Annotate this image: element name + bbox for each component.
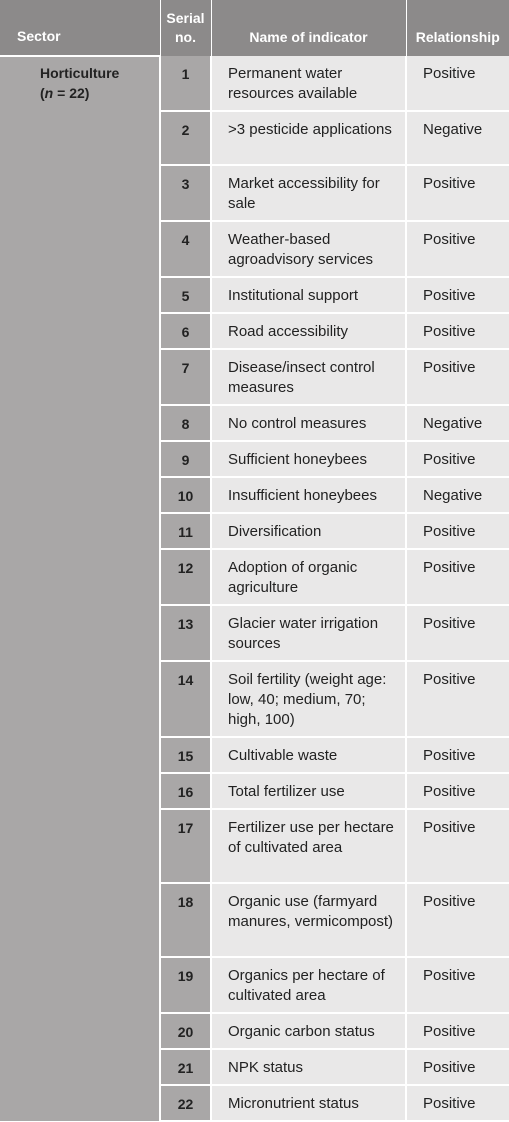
indicator-name: Organics per hectare of cultivated area — [212, 958, 405, 1012]
relationship-value-cell — [406, 56, 509, 111]
indicator-name-cell — [211, 1049, 406, 1085]
serial-number-cell — [160, 1085, 211, 1121]
serial-number-cell — [160, 737, 211, 773]
serial-number-cell — [160, 809, 211, 883]
table-header — [0, 0, 509, 56]
relationship-value-cell — [406, 405, 509, 441]
serial-number: 6 — [161, 314, 210, 342]
indicator-name: Organic use (farmyard manures, vermicompost) — [212, 884, 405, 938]
indicator-name: Market accessibility for sale — [212, 166, 405, 220]
indicator-name-cell — [211, 957, 406, 1013]
relationship-value-cell — [406, 549, 509, 605]
serial-number: 12 — [161, 550, 210, 578]
indicator-name-cell — [211, 513, 406, 549]
table-body — [0, 56, 509, 1121]
relationship-value-cell — [406, 1085, 509, 1121]
serial-number-cell — [160, 957, 211, 1013]
serial-number-cell — [160, 313, 211, 349]
relationship-value: Positive — [407, 1050, 509, 1084]
indicator-name: Micronutrient status — [212, 1086, 405, 1120]
serial-number: 8 — [161, 406, 210, 434]
relationship-value-cell — [406, 111, 509, 165]
indicator-name-cell — [211, 883, 406, 957]
indicator-name: Permanent water resources available — [212, 56, 405, 110]
serial-number: 22 — [161, 1086, 210, 1114]
indicator-name: NPK status — [212, 1050, 405, 1084]
indicator-name-cell — [211, 477, 406, 513]
sector-count-value: = 22) — [53, 85, 89, 101]
indicator-name-cell — [211, 809, 406, 883]
serial-number-cell — [160, 349, 211, 405]
serial-number-cell — [160, 165, 211, 221]
serial-number-cell — [160, 773, 211, 809]
indicator-name-cell — [211, 441, 406, 477]
serial-number: 9 — [161, 442, 210, 470]
relationship-value: Negative — [407, 406, 509, 440]
relationship-value: Positive — [407, 774, 509, 808]
sector-count — [40, 85, 89, 101]
serial-number: 2 — [161, 112, 210, 140]
indicator-name: Sufficient honeybees — [212, 442, 405, 476]
relationship-value-cell — [406, 773, 509, 809]
table-row — [0, 56, 509, 111]
indicator-name-cell — [211, 1085, 406, 1121]
serial-number-cell — [160, 605, 211, 661]
serial-number: 5 — [161, 278, 210, 306]
serial-number: 14 — [161, 662, 210, 690]
indicator-name-cell — [211, 165, 406, 221]
serial-number-cell — [160, 477, 211, 513]
relationship-value: Positive — [407, 550, 509, 584]
relationship-value-cell — [406, 513, 509, 549]
relationship-value-cell — [406, 809, 509, 883]
relationship-value: Positive — [407, 1014, 509, 1048]
serial-number: 1 — [161, 56, 210, 84]
header-sector — [0, 0, 160, 56]
indicator-name-cell — [211, 56, 406, 111]
indicator-name: Cultivable waste — [212, 738, 405, 772]
relationship-value-cell — [406, 957, 509, 1013]
serial-number: 3 — [161, 166, 210, 194]
serial-number: 13 — [161, 606, 210, 634]
relationship-value: Positive — [407, 442, 509, 476]
serial-number: 18 — [161, 884, 210, 912]
serial-number-cell — [160, 277, 211, 313]
serial-number-cell — [160, 441, 211, 477]
indicator-name-cell — [211, 605, 406, 661]
serial-number: 20 — [161, 1014, 210, 1042]
relationship-value: Positive — [407, 166, 509, 200]
relationship-value: Positive — [407, 810, 509, 844]
serial-number: 4 — [161, 222, 210, 250]
indicator-name: Adoption of organic agriculture — [212, 550, 405, 604]
indicator-name: Organic carbon status — [212, 1014, 405, 1048]
serial-number-cell — [160, 549, 211, 605]
indicator-name: Weather-based agroadvisory services — [212, 222, 405, 276]
header-serial-line2: no. — [161, 28, 211, 47]
serial-number-cell — [160, 661, 211, 737]
header-serial — [160, 0, 211, 56]
serial-number-cell — [160, 405, 211, 441]
indicator-name-cell — [211, 277, 406, 313]
relationship-value: Negative — [407, 112, 509, 146]
relationship-value: Positive — [407, 222, 509, 256]
relationship-value: Positive — [407, 56, 509, 90]
relationship-value: Positive — [407, 278, 509, 312]
serial-number: 11 — [161, 514, 210, 542]
header-name — [211, 0, 406, 56]
relationship-value-cell — [406, 277, 509, 313]
indicator-name: Road accessibility — [212, 314, 405, 348]
header-name-label: Name of indicator — [212, 28, 406, 56]
serial-number-cell — [160, 513, 211, 549]
relationship-value: Positive — [407, 884, 509, 918]
indicator-name: Disease/insect control measures — [212, 350, 405, 404]
header-relationship — [406, 0, 509, 56]
serial-number-cell — [160, 883, 211, 957]
serial-number: 16 — [161, 774, 210, 802]
serial-number-cell — [160, 1049, 211, 1085]
serial-number-cell — [160, 56, 211, 111]
header-relationship-label: Relationship — [407, 28, 509, 56]
indicator-name-cell — [211, 773, 406, 809]
sector-cell — [0, 56, 160, 1121]
indicator-name: No control measures — [212, 406, 405, 440]
indicator-name-cell — [211, 405, 406, 441]
indicator-name-cell — [211, 549, 406, 605]
header-sector-label: Sector — [0, 27, 160, 55]
relationship-value-cell — [406, 165, 509, 221]
relationship-value-cell — [406, 477, 509, 513]
serial-number-cell — [160, 111, 211, 165]
serial-number: 10 — [161, 478, 210, 506]
relationship-value-cell — [406, 883, 509, 957]
relationship-value-cell — [406, 737, 509, 773]
indicator-name: >3 pesticide applications — [212, 112, 405, 146]
indicator-name-cell — [211, 313, 406, 349]
header-serial-line1: Serial — [161, 9, 211, 28]
relationship-value: Positive — [407, 1086, 509, 1120]
relationship-value-cell — [406, 1049, 509, 1085]
indicator-name: Insufficient honeybees — [212, 478, 405, 512]
indicator-name: Diversification — [212, 514, 405, 548]
indicator-name-cell — [211, 737, 406, 773]
relationship-value-cell — [406, 313, 509, 349]
sector-count-open: ( — [40, 85, 45, 101]
indicator-name: Soil fertility (weight age: low, 40; medium, 70; high, 100) — [212, 662, 405, 736]
relationship-value: Negative — [407, 478, 509, 512]
relationship-value-cell — [406, 1013, 509, 1049]
indicator-name: Total fertilizer use — [212, 774, 405, 808]
serial-number: 7 — [161, 350, 210, 378]
indicator-name: Fertilizer use per hectare of cultivated area — [212, 810, 405, 864]
relationship-value-cell — [406, 221, 509, 277]
indicator-name: Institutional support — [212, 278, 405, 312]
serial-number: 15 — [161, 738, 210, 766]
indicator-name-cell — [211, 111, 406, 165]
serial-number: 19 — [161, 958, 210, 986]
serial-number: 17 — [161, 810, 210, 838]
relationship-value: Positive — [407, 350, 509, 384]
relationship-value: Positive — [407, 662, 509, 696]
indicator-name-cell — [211, 221, 406, 277]
relationship-value-cell — [406, 661, 509, 737]
indicator-name: Glacier water irrigation sources — [212, 606, 405, 660]
relationship-value: Positive — [407, 606, 509, 640]
relationship-value-cell — [406, 605, 509, 661]
sector-count-var: n — [45, 85, 54, 101]
header-row — [0, 0, 509, 56]
indicator-name-cell — [211, 661, 406, 737]
relationship-value: Positive — [407, 514, 509, 548]
relationship-value: Positive — [407, 958, 509, 992]
indicator-name-cell — [211, 349, 406, 405]
relationship-value: Positive — [407, 738, 509, 772]
serial-number-cell — [160, 1013, 211, 1049]
relationship-value-cell — [406, 441, 509, 477]
indicator-name-cell — [211, 1013, 406, 1049]
sector-name: Horticulture — [40, 63, 159, 83]
serial-number: 21 — [161, 1050, 210, 1078]
serial-number-cell — [160, 221, 211, 277]
relationship-value-cell — [406, 349, 509, 405]
relationship-value: Positive — [407, 314, 509, 348]
